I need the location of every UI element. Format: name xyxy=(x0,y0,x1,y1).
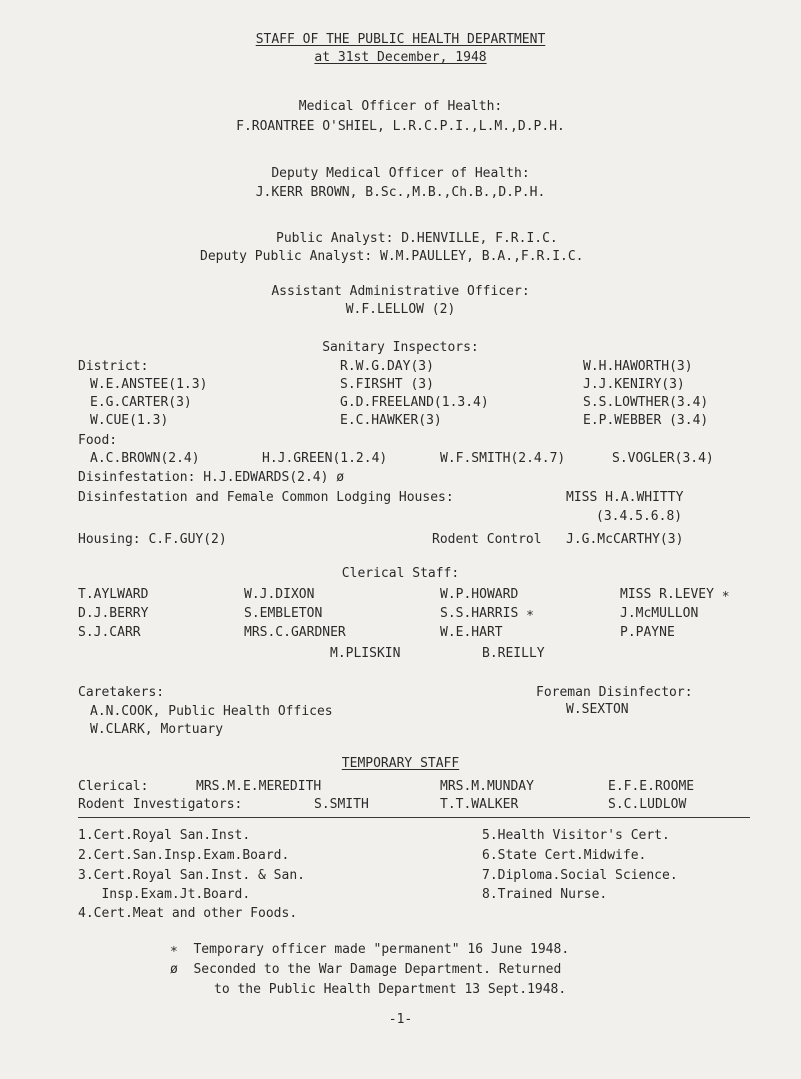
clerical-name: M.PLISKIN xyxy=(330,646,401,661)
clerical-heading: Clerical Staff: xyxy=(341,566,460,581)
sanitary-heading: Sanitary Inspectors: xyxy=(322,340,479,355)
clerical-name: P.PAYNE xyxy=(620,625,675,640)
foreman-label: Foreman Disinfector: xyxy=(536,685,693,700)
clerical-name: D.J.BERRY xyxy=(78,606,149,621)
temp-clerical-name: MRS.M.E.MEREDITH xyxy=(196,779,322,794)
clerical-name: J.McMULLON xyxy=(620,606,699,621)
footnote-seconded: ø Seconded to the War Damage Department. Returned xyxy=(170,962,562,977)
deputy-public-analyst: Deputy Public Analyst: W.M.PAULLEY, B.A.,F.R.I.C. xyxy=(200,249,584,264)
food-name: W.F.SMITH(2.4.7) xyxy=(440,451,566,466)
district-name: E.G.CARTER(3) xyxy=(90,395,192,410)
clerical-name: MISS R.LEVEY ∗ xyxy=(620,587,730,602)
caretaker: A.N.COOK, Public Health Offices xyxy=(90,704,333,719)
note-item: 7.Diploma.Social Science. xyxy=(482,868,678,883)
clerical-name: S.J.CARR xyxy=(78,625,141,640)
caretaker: W.CLARK, Mortuary xyxy=(90,722,224,737)
clerical-name: S.S.HARRIS ∗ xyxy=(440,606,534,621)
lodging-officer: MISS H.A.WHITTY xyxy=(566,490,684,505)
food-name: S.VOGLER(3.4) xyxy=(612,451,714,466)
public-analyst: Public Analyst: D.HENVILLE, F.R.I.C. xyxy=(276,231,558,246)
food-name: H.J.GREEN(1.2.4) xyxy=(262,451,388,466)
page-number: -1- xyxy=(388,1012,413,1027)
temp-rodent-name: T.T.WALKER xyxy=(440,797,519,812)
page-date: at 31st December, 1948 xyxy=(314,50,487,65)
note-item: 2.Cert.San.Insp.Exam.Board. xyxy=(78,848,290,863)
temp-rodent-name: S.C.LUDLOW xyxy=(608,797,687,812)
temp-clerical-name: MRS.M.MUNDAY xyxy=(440,779,534,794)
note-item: 5.Health Visitor's Cert. xyxy=(482,828,670,843)
admin-name: W.F.LELLOW (2) xyxy=(345,302,456,317)
housing: Housing: C.F.GUY(2) xyxy=(78,532,227,547)
dmoh-name: J.KERR BROWN, B.Sc.,M.B.,Ch.B.,D.P.H. xyxy=(255,185,546,200)
note-item: 8.Trained Nurse. xyxy=(482,887,608,902)
district-label: District: xyxy=(78,359,149,374)
clerical-name: S.EMBLETON xyxy=(244,606,323,621)
food-name: A.C.BROWN(2.4) xyxy=(90,451,200,466)
temp-rodent-name: S.SMITH xyxy=(314,797,369,812)
district-name: G.D.FREELAND(1.3.4) xyxy=(340,395,489,410)
district-name: W.H.HAWORTH(3) xyxy=(583,359,693,374)
disinfestation: Disinfestation: H.J.EDWARDS(2.4) ø xyxy=(78,470,345,485)
district-name: S.FIRSHT (3) xyxy=(340,377,434,392)
caretakers-label: Caretakers: xyxy=(78,685,165,700)
lodging-quals: (3.4.5.6.8) xyxy=(596,509,683,524)
disinfestation-lodging: Disinfestation and Female Common Lodging Houses: xyxy=(78,490,454,505)
foreman-name: W.SEXTON xyxy=(566,702,629,717)
admin-label: Assistant Administrative Officer: xyxy=(271,284,530,299)
clerical-name: B.REILLY xyxy=(482,646,545,661)
note-item: 4.Cert.Meat and other Foods. xyxy=(78,906,298,921)
moh-label: Medical Officer of Health: xyxy=(298,99,503,114)
district-name: E.P.WEBBER (3.4) xyxy=(583,413,709,428)
district-name: W.E.ANSTEE(1.3) xyxy=(90,377,208,392)
district-name: W.CUE(1.3) xyxy=(90,413,169,428)
temp-clerical-name: E.F.E.ROOME xyxy=(608,779,695,794)
food-label: Food: xyxy=(78,433,118,448)
district-name: R.W.G.DAY(3) xyxy=(340,359,434,374)
district-name: E.C.HAWKER(3) xyxy=(340,413,442,428)
clerical-name: T.AYLWARD xyxy=(78,587,149,602)
clerical-name: MRS.C.GARDNER xyxy=(244,625,346,640)
note-item: 3.Cert.Royal San.Inst. & San. xyxy=(78,868,305,883)
dmoh-label: Deputy Medical Officer of Health: xyxy=(271,166,530,181)
note-item: 1.Cert.Royal San.Inst. xyxy=(78,828,251,843)
clerical-name: W.P.HOWARD xyxy=(440,587,519,602)
district-name: S.S.LOWTHER(3.4) xyxy=(583,395,709,410)
note-item: 6.State Cert.Midwife. xyxy=(482,848,647,863)
district-name: J.J.KENIRY(3) xyxy=(583,377,685,392)
clerical-name: W.J.DIXON xyxy=(244,587,315,602)
temporary-heading: TEMPORARY STAFF xyxy=(341,756,460,771)
footnote-asterisk: ∗ Temporary officer made "permanent" 16 June 1948. xyxy=(170,942,570,957)
moh-name: F.ROANTREE O'SHIEL, L.R.C.P.I.,L.M.,D.P.H. xyxy=(236,119,565,134)
temp-clerical-label: Clerical: xyxy=(78,779,149,794)
clerical-name: W.E.HART xyxy=(440,625,503,640)
footnote-seconded-cont: to the Public Health Department 13 Sept.1948. xyxy=(214,982,567,997)
rodent-name: J.G.McCARTHY(3) xyxy=(566,532,684,547)
rodent-label: Rodent Control xyxy=(432,532,542,547)
page-title: STAFF OF THE PUBLIC HEALTH DEPARTMENT xyxy=(255,32,546,47)
note-item: Insp.Exam.Jt.Board. xyxy=(78,887,251,902)
temp-rodent-label: Rodent Investigators: xyxy=(78,797,243,812)
divider xyxy=(78,817,750,818)
